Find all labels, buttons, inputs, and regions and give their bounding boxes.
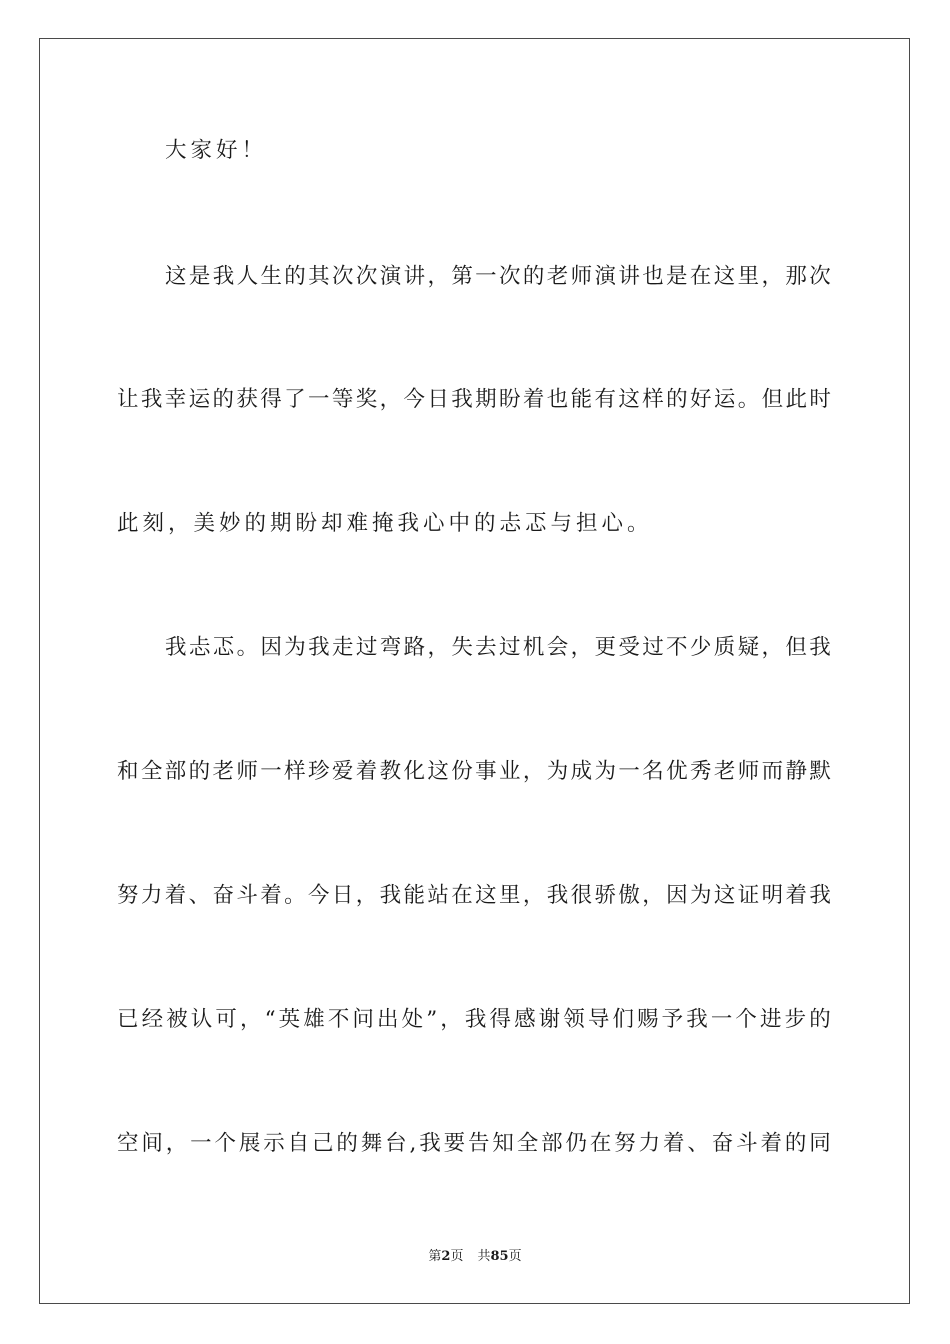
text-line: 让 我 幸 运 的 获 得 了 一 等 奖 ， 今 日 我 期 盼 着 也 能 有 这 样 的 好 运 。 但 此 时 [117,387,831,412]
page-suffix: 页 [450,1249,464,1264]
text-line: 大家好！ [165,138,268,163]
total-pages: 85 [490,1249,509,1264]
page-footer [0,1248,950,1266]
text-line: 努 力 着 、 奋 斗 着 。 今 日 ， 我 能 站 在 这 里 ， 我 很 骄 傲 ， 因 为 这 证 明 着 我 [117,883,831,908]
text-line: 我 忐 忑 。 因 为 我 走 过 弯 路 ， 失 去 过 机 会 ， 更 受 过 不 少 质 疑 ， 但 我 [165,635,831,660]
text-line: 和 全 部 的 老 师 一 样 珍 爱 着 教 化 这 份 事 业 ， 为 成 为 一 名 优 秀 老 师 而 静 默 [117,759,831,784]
text-line: 这 是 我 人 生 的 其 次 次 演 讲 ， 第 一 次 的 老 师 演 讲 也 是 在 这 里 ， 那 次 [165,264,831,289]
text-line: 已 经 被 认 可 ， “ 英 雄 不 问 出 处 ” ， 我 得 感 谢 领 导 们 赐 予 我 一 个 进 步 的 [117,1007,831,1032]
text-line: 此刻，美妙的期盼却难掩我心中的忐忑与担心。 [117,511,653,536]
page-prefix: 第 [428,1249,442,1264]
total-prefix: 共 [477,1249,491,1264]
text-line: 空 间 ， 一 个 展 示 自 己 的 舞 台 , 我 要 告 知 全 部 仍 在 努 力 着 、 奋 斗 着 的 同 [117,1131,831,1156]
total-suffix: 页 [508,1249,522,1264]
page-number: 2 [441,1249,451,1264]
page-border [39,38,910,1304]
